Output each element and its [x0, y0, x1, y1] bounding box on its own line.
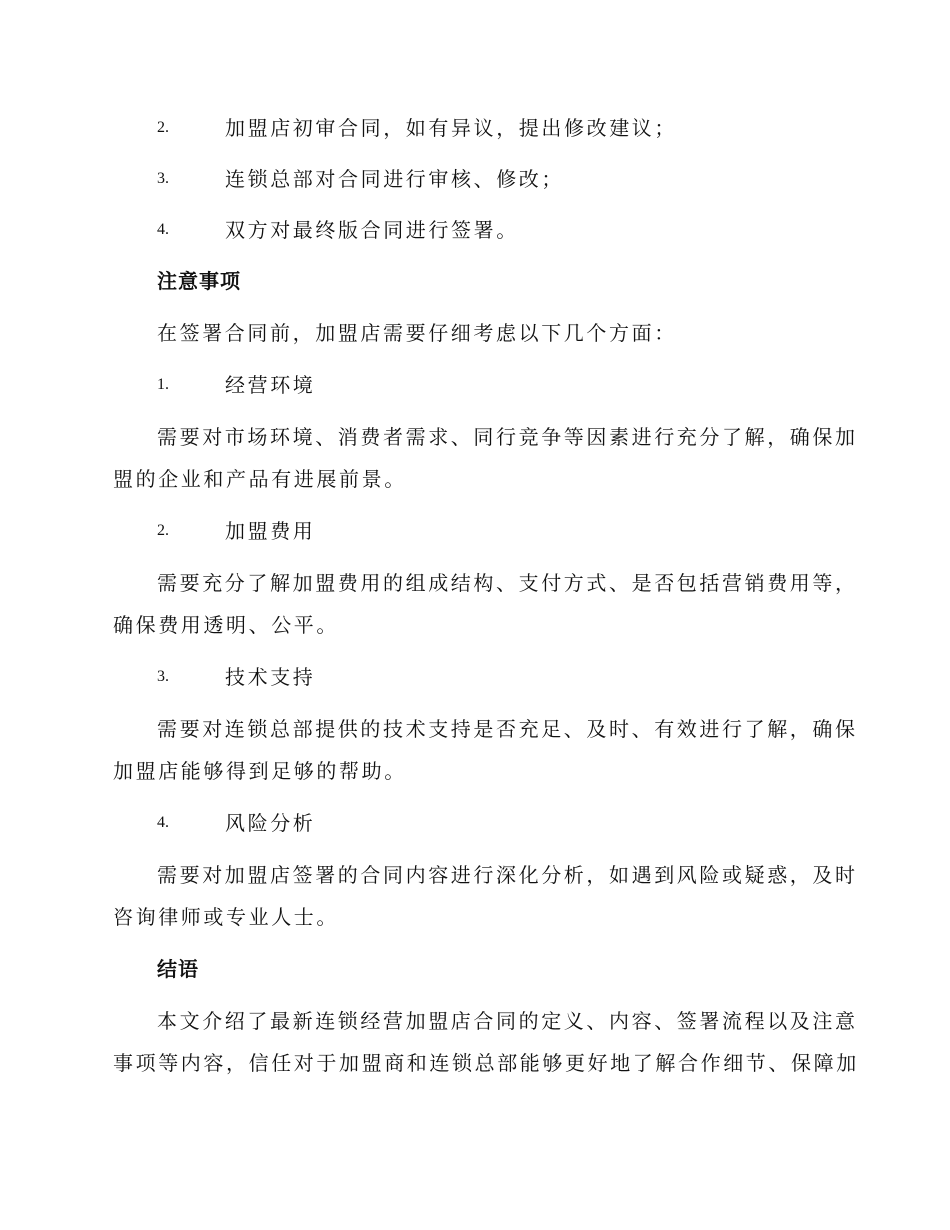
note-item-number: 2. — [157, 522, 169, 539]
note-item-number: 4. — [157, 814, 169, 831]
conclusion-line: 本文介绍了最新连锁经营加盟店合同的定义、内容、签署流程以及注意 — [157, 1009, 858, 1033]
note-item-title: 加盟费用 — [225, 519, 316, 543]
section-heading-notes: 注意事项 — [157, 269, 241, 293]
note-item-body-line: 需要对加盟店签署的合同内容进行深化分析，如遇到风险或疑惑，及时 — [157, 863, 858, 887]
step-number: 2. — [157, 119, 169, 136]
step-number: 3. — [157, 170, 169, 187]
note-item-body-line: 确保费用透明、公平。 — [113, 613, 339, 637]
note-item-body-line: 需要充分了解加盟费用的组成结构、支付方式、是否包括营销费用等， — [157, 571, 858, 595]
note-item-title: 风险分析 — [225, 811, 316, 835]
note-item-title: 经营环境 — [225, 373, 316, 397]
step-number: 4. — [157, 221, 169, 238]
note-item-body-line: 盟的企业和产品有进展前景。 — [113, 467, 407, 491]
note-item-body-line: 需要对市场环境、消费者需求、同行竞争等因素进行充分了解，确保加 — [157, 425, 858, 449]
section-heading-conclusion: 结语 — [157, 957, 199, 981]
step-text: 双方对最终版合同进行签署。 — [225, 218, 519, 242]
note-item-title: 技术支持 — [225, 665, 316, 689]
notes-intro: 在签署合同前，加盟店需要仔细考虑以下几个方面： — [157, 321, 677, 345]
conclusion-line: 事项等内容，信任对于加盟商和连锁总部能够更好地了解合作细节、保障加 — [113, 1051, 859, 1075]
note-item-body-line: 需要对连锁总部提供的技术支持是否充足、及时、有效进行了解，确保 — [157, 717, 858, 741]
note-item-body-line: 加盟店能够得到足够的帮助。 — [113, 759, 407, 783]
step-text: 加盟店初审合同，如有异议，提出修改建议； — [225, 116, 677, 140]
note-item-number: 3. — [157, 668, 169, 685]
note-item-body-line: 咨询律师或专业人士。 — [113, 905, 339, 929]
step-text: 连锁总部对合同进行审核、修改； — [225, 167, 564, 191]
note-item-number: 1. — [157, 376, 169, 393]
